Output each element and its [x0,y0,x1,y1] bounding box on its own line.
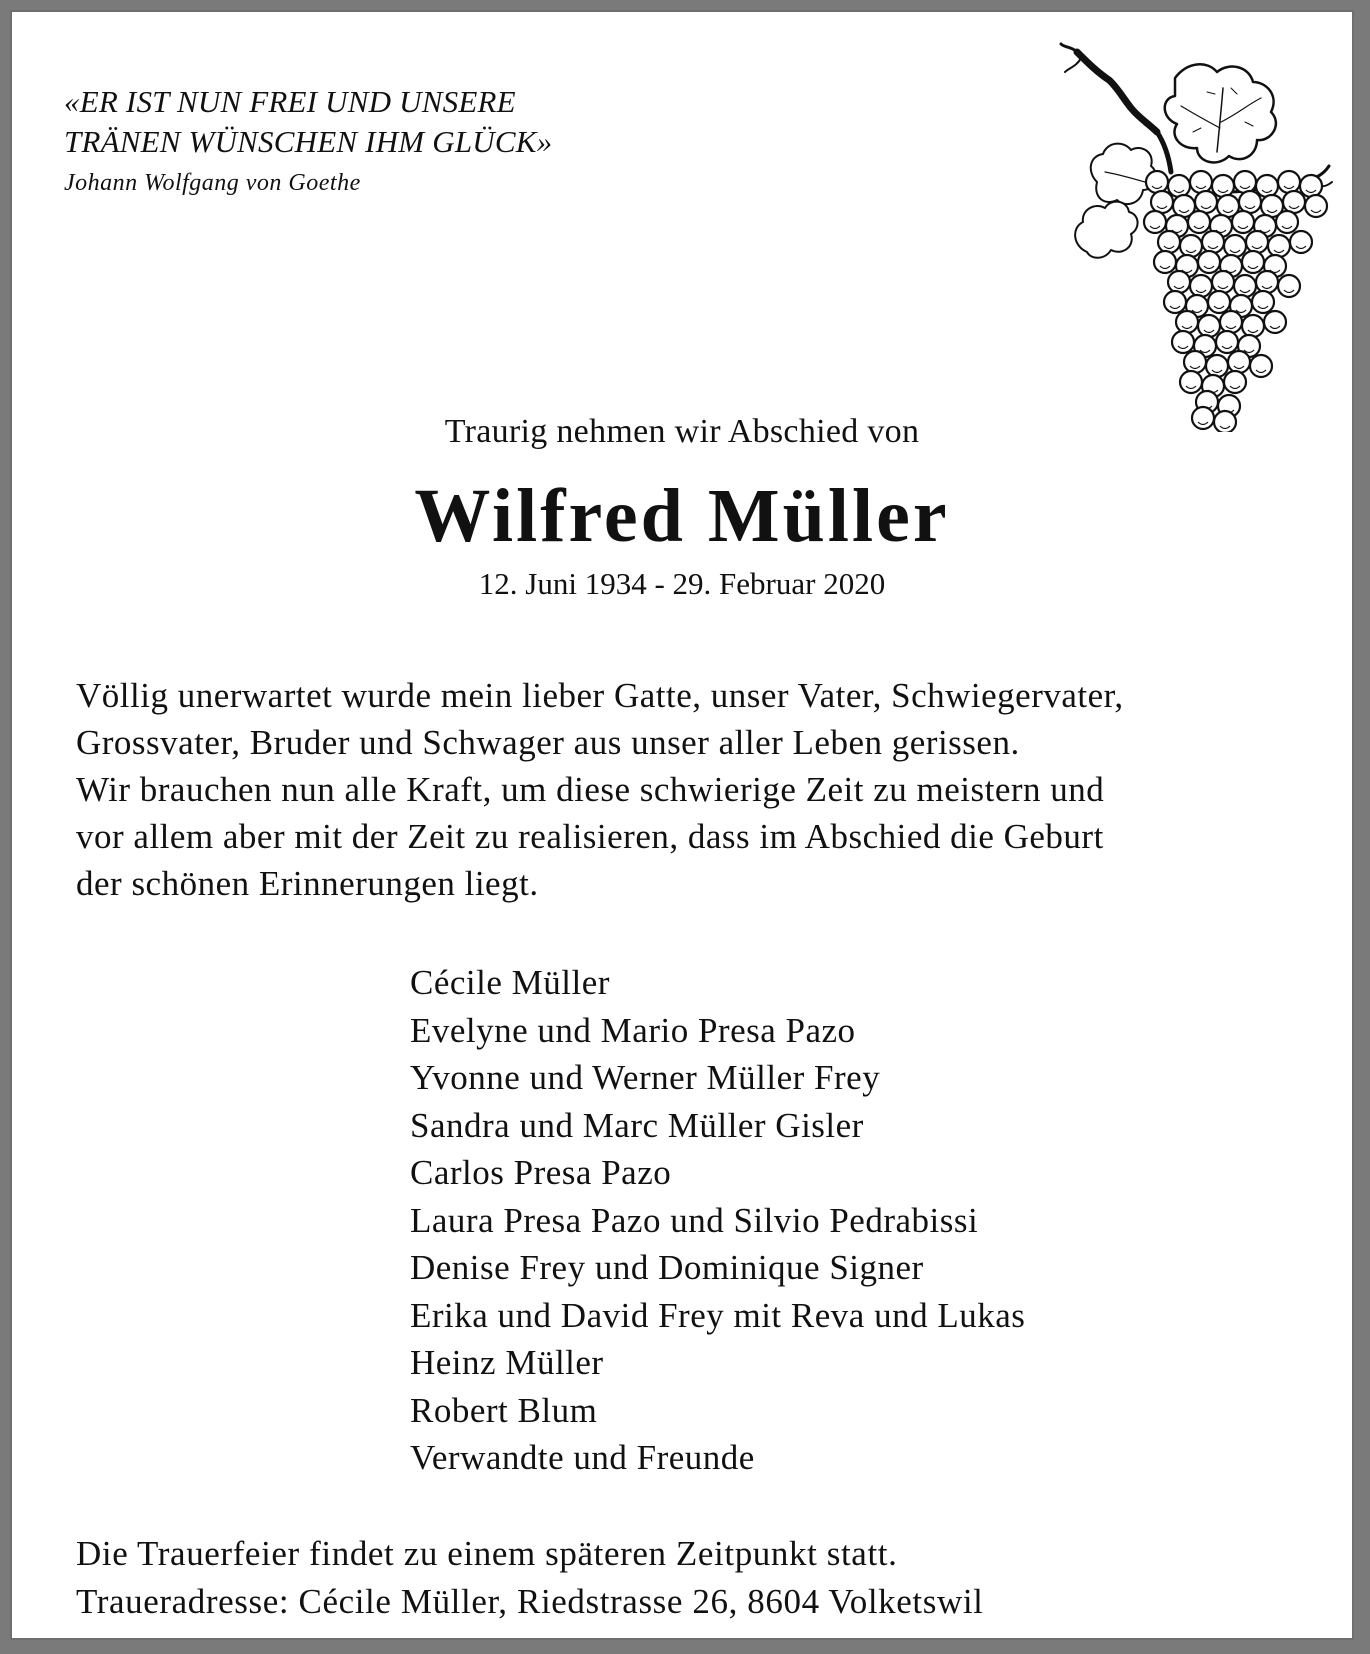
grape-berry [1176,311,1198,333]
grape-berry [1146,171,1168,193]
grape-berry [1180,235,1202,257]
mourner-name: Sandra und Marc Müller Gisler [410,1105,864,1145]
grape-berry [1154,251,1176,273]
grape-cluster-icon [1057,32,1347,432]
mourner-name: Verwandte und Freunde [410,1438,755,1477]
grape-berry [1278,275,1300,297]
grape-berry [1224,235,1246,257]
grape-berry [1252,291,1274,313]
obituary-notice [10,10,1354,1640]
mourners-list [410,959,1025,1482]
ceremony-note: Die Trauerfeier findet zu einem späteren Zeitpunkt statt. [76,1534,898,1573]
grape-berry [1242,251,1264,273]
grape-berry [1198,251,1220,273]
mourner-name: Cécile Müller [410,963,610,1002]
grape-berry [1216,331,1238,353]
grape-berry [1198,315,1220,337]
grape-berry [1180,371,1202,393]
grape-berry [1188,211,1210,233]
quote-line: TRÄNEN WÜNSCHEN IHM GLÜCK» [64,124,553,159]
grape-berry [1256,175,1278,197]
grape-berry [1276,211,1298,233]
grape-berry [1290,231,1312,253]
mourner-name: Yvonne und Werner Müller Frey [410,1058,881,1097]
mourner-name: Heinz Müller [410,1343,604,1382]
grape-berry [1184,351,1206,373]
grape-berry [1190,171,1212,193]
grape-berry [1144,211,1166,233]
grape-berry [1224,371,1246,393]
grape-berry [1172,331,1194,353]
grape-berry [1212,271,1234,293]
grape-berry [1246,231,1268,253]
mourner-name: Evelyne und Mario Presa Pazo [410,1010,856,1050]
grape-berry [1234,171,1256,193]
grape-berry [1268,235,1290,257]
grape-berry [1151,191,1173,213]
grape-berry [1228,351,1250,373]
mourner-name: Robert Blum [410,1390,598,1430]
message-line: Grossvater, Bruder und Schwager aus unser aller Leben gerissen. [76,723,1020,762]
grape-berry [1256,271,1278,293]
grape-berry [1283,191,1305,213]
mourning-address: Traueradresse: Cécile Müller, Riedstrasse 26, 8604 Volketswil [76,1582,984,1621]
message-text [76,672,1316,907]
message-line: Wir brauchen nun alle Kraft, um diese schwierige Zeit zu meistern und [76,770,1105,809]
grape-berry [1168,175,1190,197]
grape-berry [1208,291,1230,313]
grape-berry [1212,175,1234,197]
grape-berry [1232,211,1254,233]
grape-berry [1158,231,1180,253]
grape-berry [1242,315,1264,337]
grape-berry [1234,275,1256,297]
deceased-name: Wilfred Müller [414,474,950,558]
grape-berry [1164,291,1186,313]
life-dates: 12. Juni 1934 - 29. Februar 2020 [478,566,886,601]
mourner-name: Denise Frey und Dominique Signer [410,1248,924,1287]
quote-author: Johann Wolfgang von Goethe [64,170,361,196]
mourner-name: Carlos Presa Pazo [410,1153,672,1192]
goethe-quote [64,82,552,200]
grape-berry [1305,195,1327,217]
grape-berry [1300,175,1322,197]
message-line: der schönen Erinnerungen liegt. [76,864,539,903]
grape-berry [1202,231,1224,253]
grape-berry [1264,311,1286,333]
intro-line: Traurig nehmen wir Abschied von [444,413,920,450]
footer-info [76,1530,983,1626]
quote-line: «ER IST NUN FREI UND UNSERE [64,84,516,119]
mourner-name: Erika und David Frey mit Reva und Lukas [410,1295,1026,1335]
grape-berry [1239,191,1261,213]
grape-berry [1206,355,1228,377]
grape-berry [1195,191,1217,213]
grape-berry [1168,271,1190,293]
grape-berry [1190,275,1212,297]
message-line: Völlig unerwartet wurde mein lieber Gatte, unser Vater, Schwiegervater, [76,676,1124,715]
grape-berry [1250,355,1272,377]
grape-berry [1220,311,1242,333]
mourner-name: Laura Presa Pazo und Silvio Pedrabissi [410,1200,979,1240]
grape-berry [1278,171,1300,193]
message-line: vor allem aber mit der Zeit zu realisieren, dass im Abschied die Geburt [76,817,1104,856]
